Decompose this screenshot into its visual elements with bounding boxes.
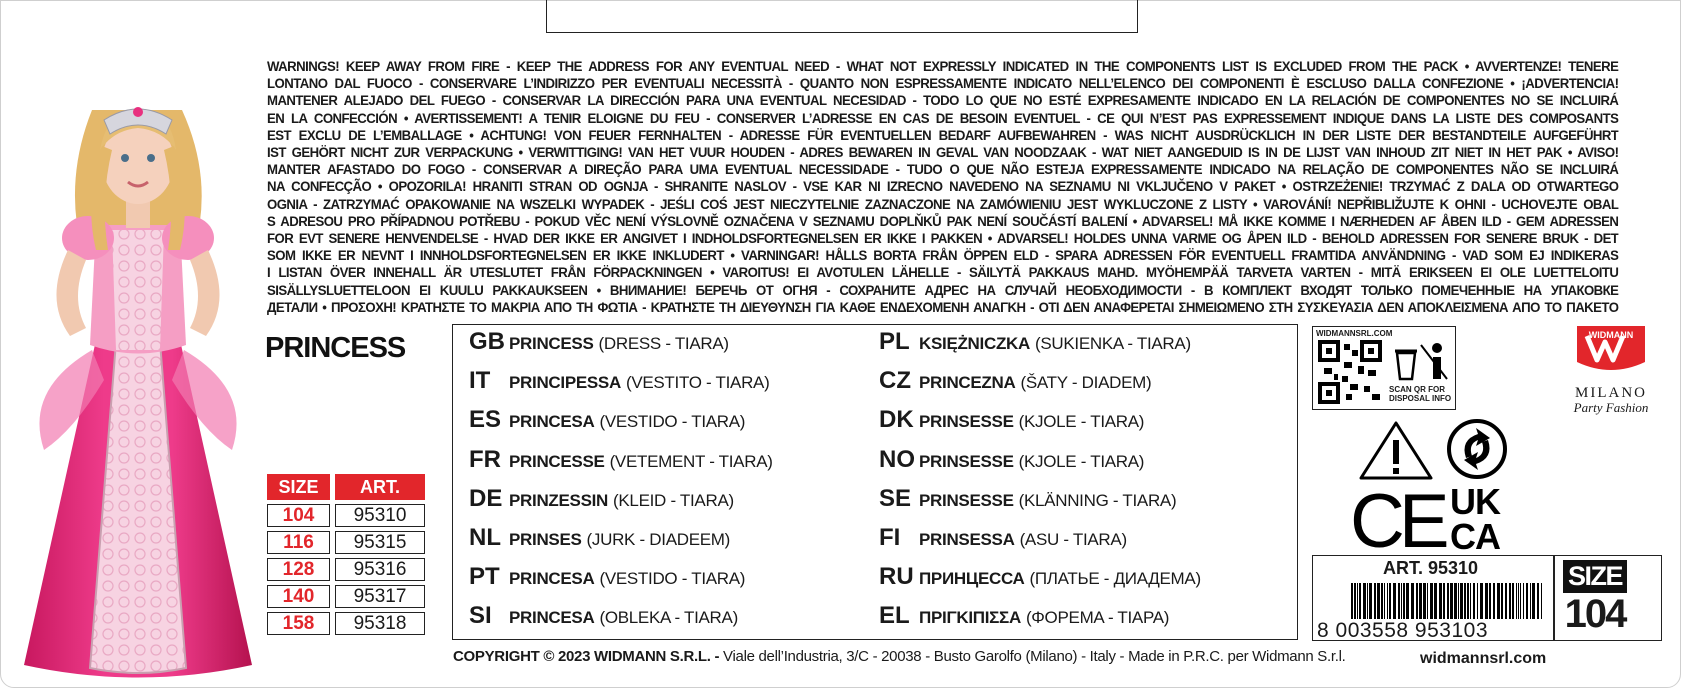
translation-desc: (VESTIDO - TIARA) xyxy=(599,412,746,432)
translation-code: SI xyxy=(469,602,492,630)
translation-desc: (KLÄNNING - TIARA) xyxy=(1018,490,1177,510)
translation-code: IT xyxy=(469,367,491,395)
barcode-art-label: ART. 95310 xyxy=(1383,558,1479,578)
translation-row xyxy=(879,485,1176,515)
translation-row xyxy=(469,602,738,632)
barcode-bar xyxy=(1447,583,1449,619)
barcode-box xyxy=(1312,555,1662,641)
barcode-divider xyxy=(1553,556,1555,640)
translation-name: PRINSESSA xyxy=(919,530,1015,549)
warnings-line: SOM IKKE ER NEVNT I INNHOLDSFORTEGNELSEN ER IKKE INKLUDERT • VARNINGAR! HÅLLS BORTA FRÅN ÖPPEN ELD - SPARA ADRESSEN FÖR EVENTUELL FRAMTIDA ANVÄNDNING - VAD SOM EJ INDIKERAS xyxy=(267,248,1619,264)
translation-name: PRINCIPESSA xyxy=(509,373,621,393)
barcode-icon xyxy=(1351,583,1546,619)
barcode-size-value: 104 xyxy=(1564,592,1626,636)
warnings-line: EST EXCLU DE L’EMBALLAGE • ACHTUNG! VON FEUER FERNHALTEN - ADRESSE FÜR EVENTUELLEN BEDARF AUFBEWAHREN - WAS NICHT AUSDRÜCKLICH IN DER LISTE DER BESTANDTEILE AUFGEFÜHRT xyxy=(267,127,1619,143)
translation-row xyxy=(879,406,1144,436)
translation-row xyxy=(469,328,729,358)
barcode-bar xyxy=(1470,583,1471,619)
warnings-line: NA CONFECÇÃO • OPOZORILA! HRANITI STRAN OD OGNJA - SHRANITE NASLOV - VSE KAR NI IZRECNO NAVEDENO NA SEZNAMU NI VKLJUČENO V PAKET • OSTRZEŻENIE! TRZYMAĆ Z DALA OD OTWARTEGO xyxy=(267,179,1619,195)
warnings-text xyxy=(267,58,1618,316)
translation-desc: (VESTIDO - TIARA) xyxy=(599,569,746,589)
copyright-bold: COPYRIGHT © 2023 WIDMANN S.R.L. - xyxy=(453,648,720,665)
translation-code: SE xyxy=(879,484,912,512)
barcode-bar xyxy=(1450,583,1453,619)
barcode-bar xyxy=(1369,583,1372,619)
warnings-line: LONTANO DAL FUOCO - CONSERVARE L’INDIRIZZO PER EVENTUALI NECESSITÀ - QUANTO NON ESPRESSAMENTE INDICATO NELL’ELENCO DEI COMPONENTI È ESCLUSO DALLA CONFEZIONE • ¡ADVERTENCIA! xyxy=(267,76,1619,92)
translation-code: PL xyxy=(879,328,910,355)
translation-row xyxy=(879,367,1151,397)
barcode-bar xyxy=(1439,583,1442,619)
translation-code: EL xyxy=(879,602,910,630)
translation-name: PRINZESSIN xyxy=(509,490,609,510)
size-cell: 140 xyxy=(267,585,330,608)
warnings-line: S ADRESOU PRO PŘÍPADNOU POTŘEBU - POKUD VĚC NENÍ VÝSLOVNĚ OZNAČENA V SEZNAMU DOPLŇKŮ PAK NENÍ SOUČÁSTÍ BALENÍ • ADVARSEL! MÅ IKKE KOMME I NÆRHEDEN AF ÅBEN ILD - GEM ADRESSEN xyxy=(267,213,1619,229)
translation-code: DK xyxy=(879,406,914,434)
qr-caption xyxy=(1389,385,1451,403)
barcode-bar xyxy=(1473,583,1475,619)
translation-code: PT xyxy=(469,563,500,591)
translation-name: PRINCESA xyxy=(509,569,595,589)
warnings-line: FOR EVT SENERE HENVENDELSE - HVAD DER IKKE ER ANGIVET I INDHOLDSFORTEGNELSEN ER IKKE I PAKKEN • ADVARSEL! HOLDES UNNA VARME OG ÅPEN ILD - BEHOLD ADRESSEN FOR SENERE BRUK - DET xyxy=(267,231,1619,247)
barcode-bar xyxy=(1434,583,1437,619)
warnings-line: MANTENER ALEJADO DEL FUEGO - CONSERVAR LA DIRECCIÓN PARA UNA EVENTUAL NECESIDAD - TODO LO QUE NO ESTÉ EXPRESAMENTE INDICADO EN LA RELACIÓN DE COMPONENTES NO SE INCLUIRÁ xyxy=(267,93,1619,109)
barcode-bar xyxy=(1477,583,1478,619)
barcode-bar xyxy=(1427,583,1428,619)
warnings-line: EN LA CONFECCIÓN • AVERTISSEMENT! A TENIR ELOIGNE DU FEU - CONSERVER L’ADRESSE EN CAS DE BESOIN EVENTUEL - CE QUI N’EST PAS EXPRESSEMENT INDIQUE DANS LA LISTE DES COMPOSANTS xyxy=(267,110,1619,126)
translation-name: PRINCESA xyxy=(509,608,595,628)
brand-logo xyxy=(1556,322,1666,416)
qr-caption-line1: SCAN QR FOR xyxy=(1389,385,1445,394)
translation-name: PRINSESSE xyxy=(919,451,1014,471)
barcode-bar xyxy=(1363,583,1366,619)
barcode-bar xyxy=(1354,583,1356,619)
translation-desc: (KJOLE - TIARA) xyxy=(1018,412,1145,432)
translation-row xyxy=(469,563,745,593)
brand-name: WIDMANN xyxy=(1588,330,1634,340)
art-cell: 95317 xyxy=(335,585,425,608)
barcode-bar xyxy=(1505,583,1507,619)
size-cell: 104 xyxy=(267,504,330,527)
translation-row xyxy=(469,406,745,436)
barcode-bar xyxy=(1464,583,1466,619)
barcode-size-label: SIZE xyxy=(1563,560,1627,593)
barcode-digits: 8 003558 953103 xyxy=(1317,619,1488,642)
translation-name: PRINSESSE xyxy=(919,490,1014,510)
art-header: ART. xyxy=(335,474,425,500)
copyright-line xyxy=(453,648,1346,665)
barcode-bar xyxy=(1497,583,1500,619)
size-cell: 128 xyxy=(267,558,330,581)
qr-caption-line2: DISPOSAL INFO xyxy=(1389,394,1452,403)
disposal-bin-icon xyxy=(1391,339,1451,383)
translation-desc: (VESTITO - TIARA) xyxy=(625,373,770,393)
barcode-bar xyxy=(1359,583,1361,619)
barcode-bar xyxy=(1526,583,1528,619)
size-cell: 116 xyxy=(267,531,330,554)
translation-code: FR xyxy=(469,445,501,473)
top-label-box xyxy=(546,0,1138,33)
translation-desc: (SUKIENKA - TIARA) xyxy=(1034,334,1191,353)
translation-row xyxy=(469,485,734,515)
barcode-bar xyxy=(1384,583,1385,619)
barcode-bar xyxy=(1509,583,1511,619)
barcode-bar xyxy=(1416,583,1418,619)
warnings-line: MANTER AFASTADO DO FOGO - CONSERVAR A DIREÇÃO PARA UMA EVENTUAL NECESSIDADE - TUDO O QUE NÃO ESTEJA EXPRESSAMENTE INDICADO NA RELAÇÃO DE COMPONENTES NÃO SE INCLUIRÁ xyxy=(267,162,1619,178)
barcode-bar xyxy=(1398,583,1400,619)
warnings-line: WARNINGS! KEEP AWAY FROM FIRE - KEEP THE ADDRESS FOR ANY EVENTUAL NEED - WHAT NOT EXPRESSLY INDICATED IN THE COMPONENTS LIST IS EXCLUDED FROM THE PACK • AVVERTENZE! TENERE xyxy=(267,59,1619,74)
qr-disposal-block xyxy=(1312,326,1456,410)
barcode-bar xyxy=(1467,583,1469,619)
barcode-bar xyxy=(1357,583,1358,619)
barcode-bar xyxy=(1501,583,1503,619)
barcode-bar xyxy=(1387,583,1388,619)
ukca-line1: UK xyxy=(1450,481,1500,522)
barcode-bar xyxy=(1423,583,1426,619)
barcode-bar xyxy=(1419,583,1422,619)
warnings-line: SISÄLLYSLUETTELOON EI KUULU PAKKAUKSEEN • ВНИМАНИЕ! БЕРЕЧЬ ОТ ОГНЯ - СОХРАНИТЕ АДРЕС НА СЛУЧАЙ НЕОБХОДИМОСТИ - В КОМПЛЕКТ ВХОДЯТ ТОЛЬКО ПОМЕЧЕННЫЕ НА УПАКОВКЕ xyxy=(267,282,1619,298)
translation-desc: (KJOLE - TIARA) xyxy=(1018,451,1145,471)
translation-name: ΠΡΙΓΚΙΠΙΣΣΑ xyxy=(919,608,1021,628)
barcode-bar xyxy=(1406,583,1409,619)
translation-row xyxy=(469,446,773,476)
barcode-bar xyxy=(1480,583,1483,619)
warning-triangle-icon xyxy=(1358,420,1434,482)
barcode-bar xyxy=(1493,583,1495,619)
translation-row xyxy=(879,602,1169,632)
translation-name: PRINSES xyxy=(509,530,582,549)
translation-desc: (ПЛАТЬЕ - ДИАДЕМА) xyxy=(1029,569,1201,589)
size-cell: 158 xyxy=(267,612,330,635)
warnings-line: ДЕТАЛИ • ΠΡΟΣΟΧΗ! ΚΡΑΤΗΣΤΕ ΤΟ ΜΑΚΡΙΑ ΑΠΟ ΤΗ ΦΩΤΙΑ - ΚΡΑΤΗΣΤΕ ΤΗ ΔΙΕΥΘΥΝΣΗ ΓΙΑ ΚΑΘΕ ΕΝΔΕΧΟΜΕΝΗ ΑΝΑΓΚΗ - ΟΤΙ ΔΕΝ ΑΝΑΦΕΡΕΤΑΙ ΣΗΜΕΙΩΜΕΝΟ ΣΤΗ ΣΥΣΚΕΥΑΣΙΑ ΔΕΝ ΑΠΟΚΛΕΙΣΜΕΝΑ ΑΠΟ ΤΟ ΠΑΚΕΤΟ xyxy=(267,299,1619,315)
translation-code: CZ xyxy=(879,367,911,395)
barcode-bar xyxy=(1377,583,1380,619)
translation-desc: (KLEID - TIARA) xyxy=(613,490,734,510)
art-cell: 95315 xyxy=(335,531,425,554)
barcode-bar xyxy=(1374,583,1376,619)
widmann-logo-icon xyxy=(1571,322,1651,378)
brand-city: MILANO xyxy=(1575,385,1647,401)
ukca-line2: CA xyxy=(1450,516,1500,557)
warnings-line: IST GEHÖRT NICHT ZUR VERPACKUNG • VERWITTIGING! VAN HET VUUR HOUDEN - ADRES BEWAREN IN GEVAL VAN NOODZAAK - WAT NIET AANGEDUID IS IN DE LIJST VAN INHOUD ZIT NIET IN HET PAK • AVISO! xyxy=(267,145,1619,161)
translation-desc: (ŠATY - DIADEM) xyxy=(1020,373,1152,393)
barcode-bar xyxy=(1485,583,1488,619)
barcode-bar xyxy=(1532,583,1535,619)
translation-row xyxy=(879,328,1191,358)
translation-row xyxy=(879,563,1201,593)
translation-desc: (OBLEKA - TIARA) xyxy=(599,608,738,628)
translation-name: ПРИНЦЕССА xyxy=(919,569,1025,589)
costume-photo xyxy=(4,50,272,690)
translation-code: ES xyxy=(469,406,502,434)
barcode-bar xyxy=(1401,583,1402,619)
barcode-bar xyxy=(1411,583,1414,619)
barcode-bar xyxy=(1367,583,1368,619)
barcode-bar xyxy=(1489,583,1491,619)
brand-tagline: Party Fashion xyxy=(1573,400,1649,415)
translations-box xyxy=(452,324,1298,640)
barcode-bar xyxy=(1458,583,1459,619)
barcode-bar xyxy=(1443,583,1445,619)
barcode-bar xyxy=(1430,583,1433,619)
translation-row xyxy=(879,446,1144,476)
translation-code: DE xyxy=(469,484,503,512)
translation-code: GB xyxy=(469,328,505,355)
product-title: PRINCESS xyxy=(265,332,406,364)
translation-row xyxy=(879,524,1127,554)
translation-name: PRINCESS xyxy=(509,334,594,353)
qr-code-icon xyxy=(1318,340,1382,404)
barcode-bar xyxy=(1541,583,1542,619)
translation-code: NO xyxy=(879,445,915,473)
translation-desc: (JURK - DIADEEM) xyxy=(586,530,731,549)
barcode-bar xyxy=(1530,583,1531,619)
translation-name: PRINCEZNA xyxy=(919,373,1016,393)
recycle-icon xyxy=(1446,418,1508,480)
translation-desc: (ASU - TIARA) xyxy=(1019,530,1127,549)
barcode-bar xyxy=(1518,583,1519,619)
barcode-bar xyxy=(1454,583,1457,619)
warnings-line: OGNIA - ZATRZYMAĆ OPAKOWANIE NA WSZELKI WYPADEK - JEŚLI COŚ JEST NIECZYTELNIE ZAZNACZONE NA ZAMÓWIENIU JEST WYKLUCZONE Z LISTY • VAROVÁNÍ! NEPŘIBLIŽUJTE K OHNI - UCHOVEJTE OBAL xyxy=(267,196,1619,212)
barcode-bar xyxy=(1512,583,1514,619)
barcode-bar xyxy=(1520,583,1521,619)
barcode-bar xyxy=(1393,583,1396,619)
translation-row xyxy=(469,367,769,397)
art-cell: 95310 xyxy=(335,504,425,527)
barcode-bar xyxy=(1403,583,1405,619)
translation-desc: (ΦΟΡΕΜΑ - ΤΙΑΡΑ) xyxy=(1025,608,1170,628)
translation-name: PRINCESSE xyxy=(509,451,605,471)
barcode-bar xyxy=(1460,583,1463,619)
translation-name: PRINSESSE xyxy=(919,412,1014,432)
copyright-address: Viale dell’Industria, 3/C - 20038 - Busto Garolfo (Milano) - Italy - Made in P.R.C. per Widmann S.r.l. xyxy=(719,648,1346,665)
translation-name: PRINCESA xyxy=(509,412,595,432)
translation-row xyxy=(469,524,730,554)
translation-code: FI xyxy=(879,524,901,551)
art-cell: 95316 xyxy=(335,558,425,581)
barcode-bar xyxy=(1516,583,1517,619)
barcode-bar xyxy=(1537,583,1539,619)
translation-code: NL xyxy=(469,524,501,551)
warnings-line: I LISTAN ÖVER INNEHALL ÄR UTESLUTET FRÅN FÖRPACKNINGEN • VAROITUS! EI AVOTULEN LÄHELLE - SÄILYTÄ PAKKAUS MAHD. MYÖHEMPÄÄ TARVETA VARTEN - MITÄ ERIKSEEN EI OLE LUETTELOITU xyxy=(267,265,1619,281)
translation-code: RU xyxy=(879,563,914,591)
barcode-bar xyxy=(1523,583,1524,619)
barcode-bar xyxy=(1351,583,1353,619)
ce-mark: CE xyxy=(1350,479,1444,564)
qr-url: WIDMANNSRL.COM xyxy=(1316,329,1393,338)
barcode-bar xyxy=(1389,583,1391,619)
size-header: SIZE xyxy=(267,474,330,500)
ukca-mark xyxy=(1450,481,1500,557)
translation-desc: (DRESS - TIARA) xyxy=(598,334,729,353)
barcode-bar xyxy=(1381,583,1383,619)
translation-desc: (VETEMENT - TIARA) xyxy=(609,451,773,471)
website: widmannsrl.com xyxy=(1420,650,1547,667)
art-cell: 95318 xyxy=(335,612,425,635)
translation-name: KSIĘŻNICZKA xyxy=(919,334,1030,353)
